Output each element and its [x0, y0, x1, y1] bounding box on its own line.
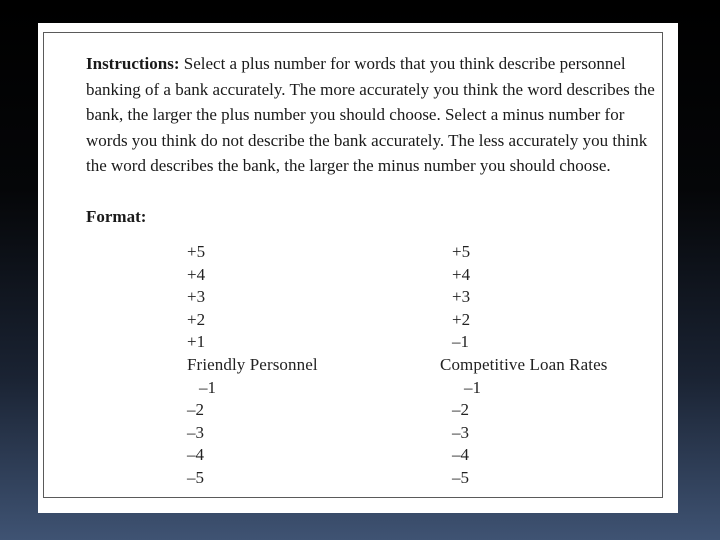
- scale-level: –2: [187, 400, 204, 420]
- scale-level: +4: [452, 264, 471, 284]
- scale-level: +3: [452, 287, 471, 307]
- scale-level: –1: [199, 377, 216, 397]
- scale-competitive-loan-rates: [440, 241, 607, 490]
- scale-level: –3: [452, 422, 469, 442]
- scale-term: Friendly Personnel: [187, 354, 318, 374]
- scale-level: +5: [187, 242, 206, 261]
- scale-level: –3: [187, 422, 204, 442]
- scale-term: Competitive Loan Rates: [440, 354, 608, 374]
- instructions-label: Instructions:: [86, 54, 180, 73]
- scale-level: –5: [187, 467, 204, 487]
- slide: [38, 23, 678, 513]
- scale-level: +3: [187, 287, 206, 307]
- format-heading: Format:: [86, 207, 147, 226]
- scale-level: –1: [452, 332, 469, 352]
- instructions-paragraph: [86, 51, 661, 179]
- scale-level: +2: [452, 309, 471, 329]
- scale-level: +5: [452, 242, 471, 261]
- scale-level: –2: [452, 400, 469, 420]
- scale-level: +4: [187, 264, 206, 284]
- scale-level: –1: [464, 377, 481, 397]
- scale-level: +1: [187, 332, 206, 352]
- scale-level: –4: [452, 445, 469, 465]
- instructions-text: Select a plus number for words that you think describe personnel banking of a bank accurately. The more accurately you think the word describes the bank, the larger the plus number you should choose. Select a minus number for words you think do not describe the bank accurately. The less accurately you think the word describes the bank, the larger the minus number you should choose.: [86, 54, 655, 175]
- scale-level: –5: [452, 467, 469, 487]
- scale-level: –4: [187, 445, 204, 465]
- scale-friendly-personnel: [187, 241, 318, 490]
- scale-level: +2: [187, 309, 206, 329]
